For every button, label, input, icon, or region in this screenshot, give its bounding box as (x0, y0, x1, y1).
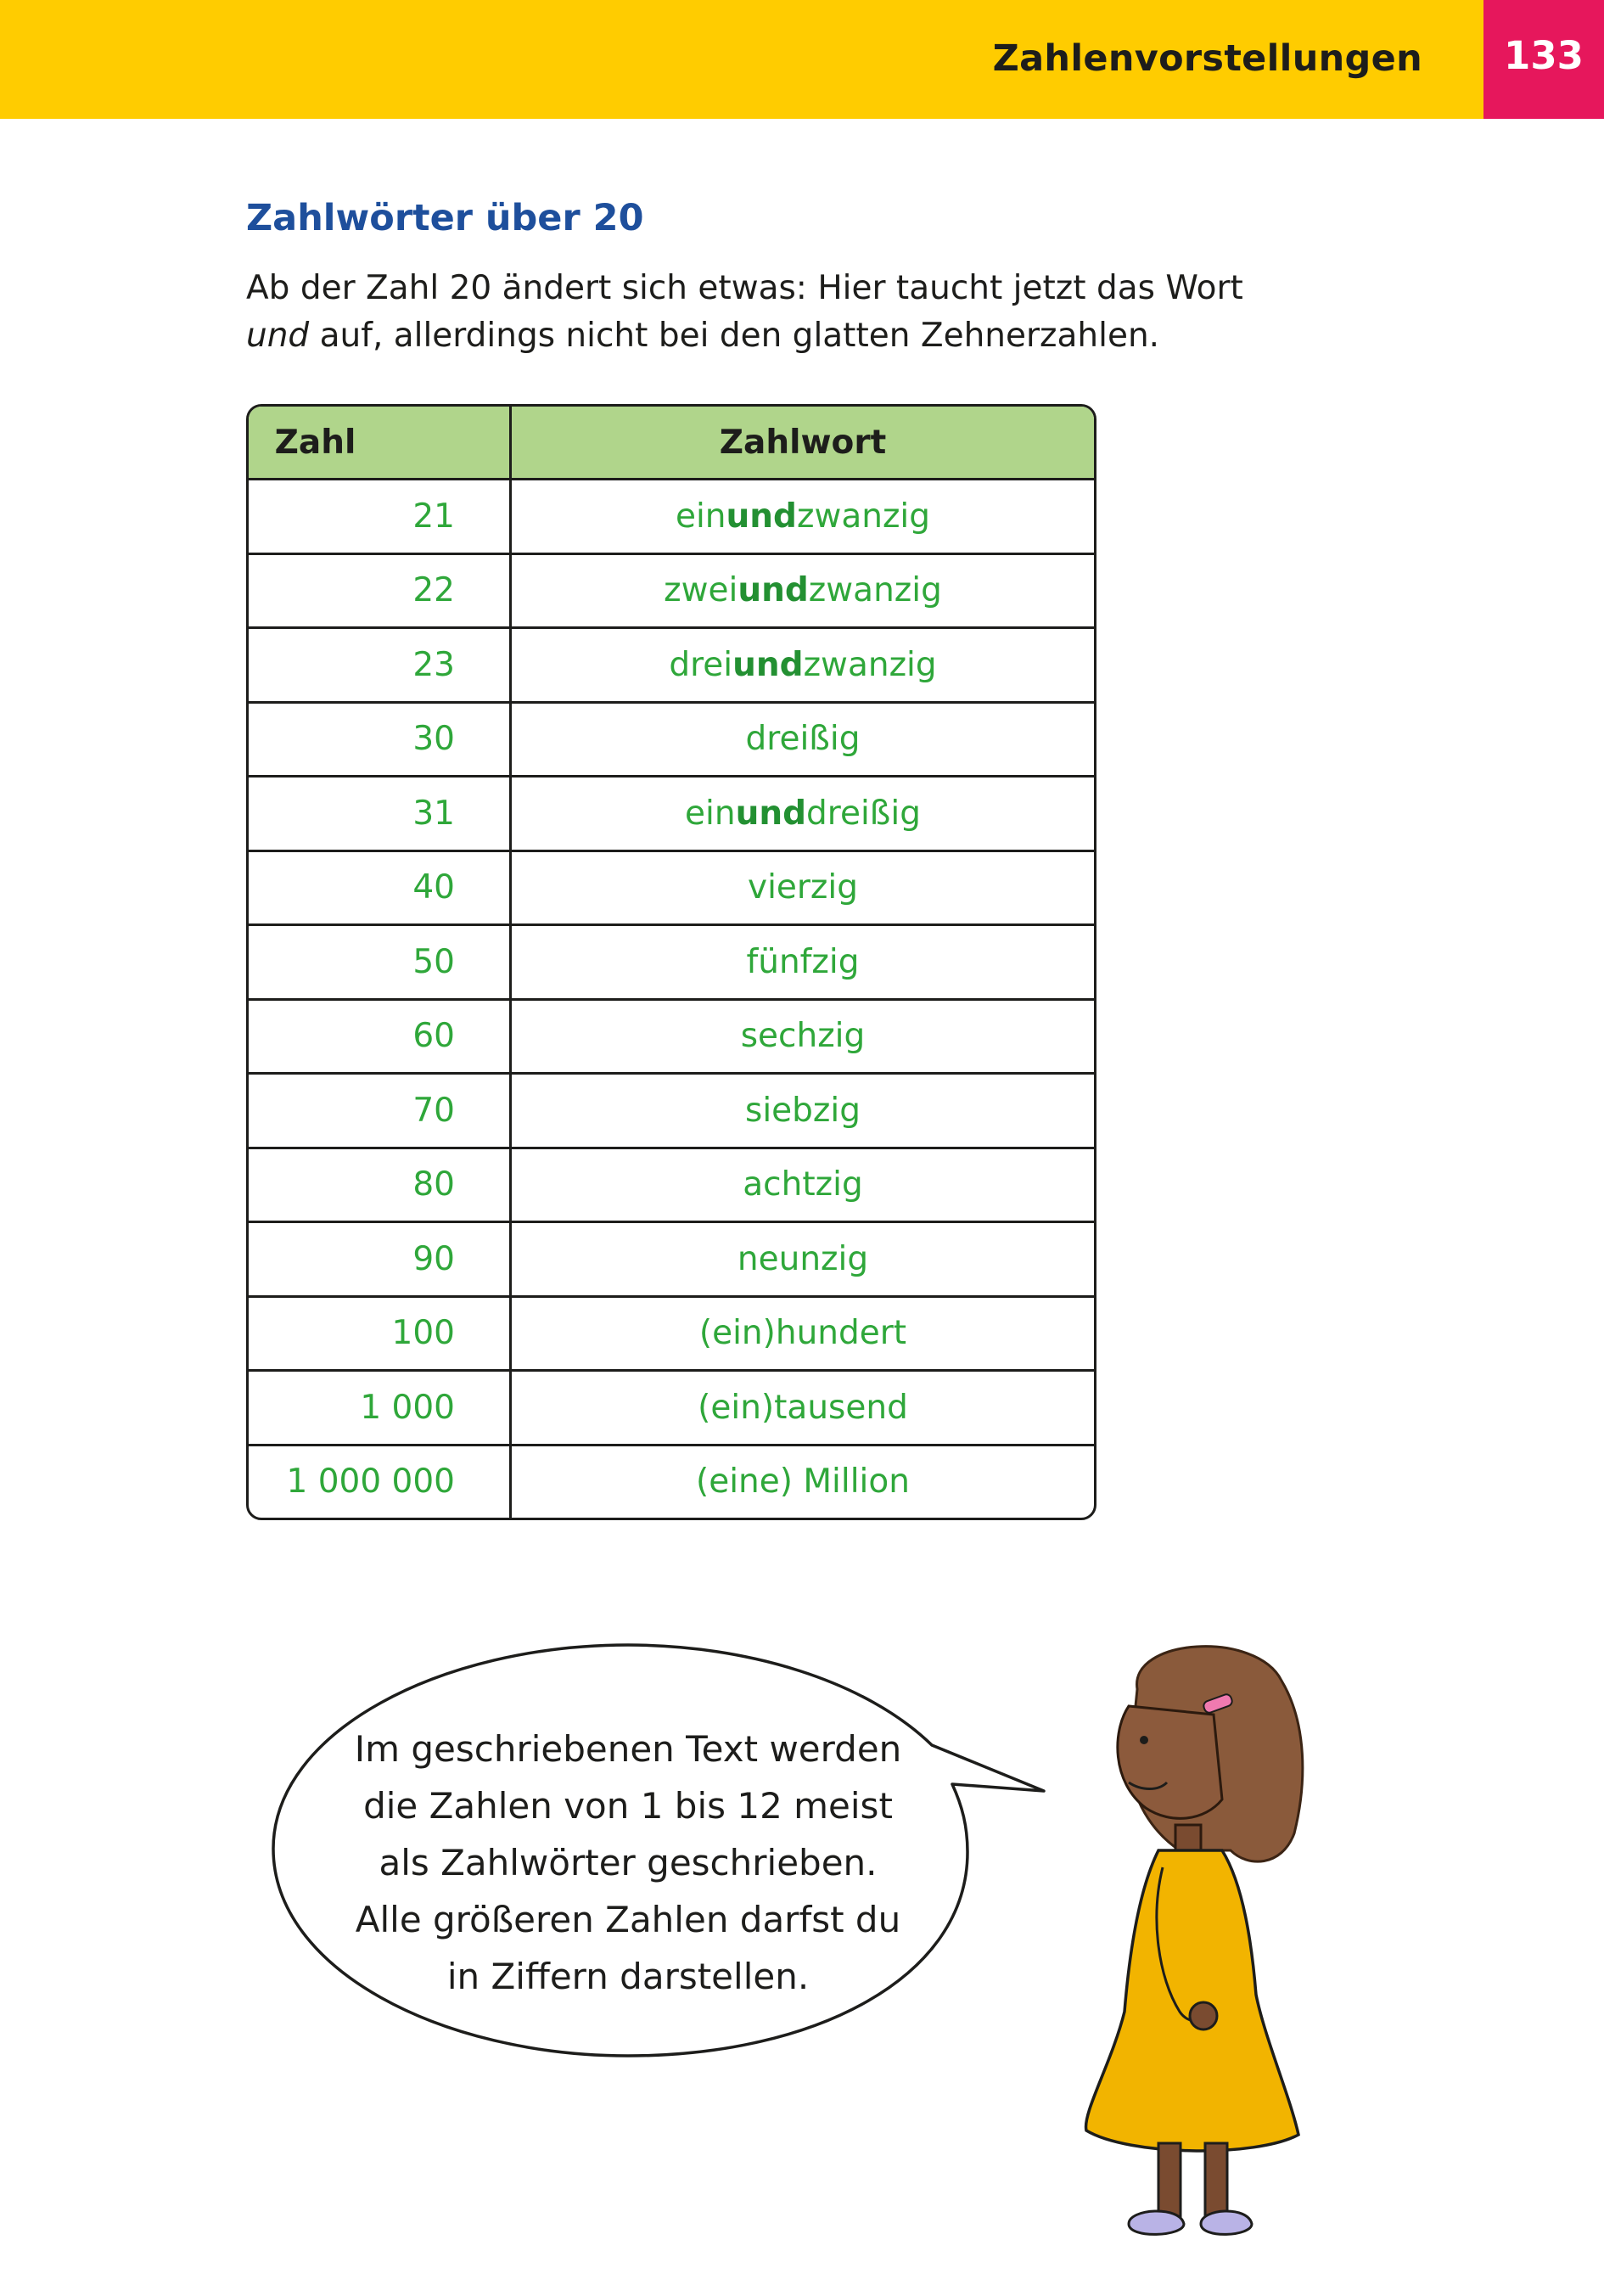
number-word-cell (512, 852, 1094, 924)
word-part: ein (675, 497, 726, 536)
und-highlight: und (735, 794, 807, 833)
table-row (249, 923, 1094, 998)
word-part: zwanzig (808, 571, 942, 610)
word-part: (eine) Million (696, 1462, 910, 1502)
column-header-number: Zahl (249, 407, 512, 478)
intro-paragraph (246, 265, 1349, 360)
word-part: dreißig (745, 720, 861, 759)
bubble-line: Alle größeren Zahlen darfst du (355, 1899, 901, 1940)
table-header-row (249, 407, 1094, 478)
word-part: drei (669, 645, 733, 684)
table-row (249, 1072, 1094, 1147)
number-word-cell (512, 1372, 1094, 1444)
intro-italic-word: und (246, 317, 310, 355)
number-word-cell (512, 555, 1094, 627)
number-cell: 50 (249, 926, 512, 998)
number-cell: 21 (249, 480, 512, 553)
number-cell: 40 (249, 852, 512, 924)
table-row (249, 1369, 1094, 1444)
number-word-cell (512, 629, 1094, 701)
number-word-cell (512, 926, 1094, 998)
number-word-cell (512, 1075, 1094, 1147)
table-row (249, 1444, 1094, 1519)
bubble-line: als Zahlwörter geschrieben. (379, 1842, 878, 1883)
table-row (249, 850, 1094, 924)
und-highlight: und (732, 645, 804, 684)
bubble-line: in Ziffern darstellen. (446, 1956, 810, 1997)
table-row (249, 626, 1094, 701)
word-part: neunzig (737, 1239, 869, 1278)
word-part: (ein)hundert (698, 1314, 907, 1353)
table-row (249, 478, 1094, 553)
number-word-cell (512, 1223, 1094, 1295)
number-word-cell (512, 704, 1094, 776)
word-part: siebzig (745, 1091, 861, 1130)
word-part: (ein)tausend (698, 1388, 908, 1427)
number-cell: 80 (249, 1149, 512, 1221)
number-word-cell (512, 1149, 1094, 1221)
number-cell: 70 (249, 1075, 512, 1147)
section-heading: Zahlwörter über 20 (246, 197, 644, 239)
girl-illustration-icon (1078, 1638, 1332, 2249)
number-word-cell (512, 777, 1094, 850)
word-part: zwei (664, 571, 738, 610)
header-title: Zahlenvorstellungen (992, 37, 1422, 80)
number-cell: 31 (249, 777, 512, 850)
number-cell: 60 (249, 1001, 512, 1073)
intro-text-before: Ab der Zahl 20 ändert sich etwas: Hier taucht jetzt das Wort (246, 269, 1243, 307)
number-cell: 100 (249, 1298, 512, 1370)
bubble-line: Im geschriebenen Text werden (354, 1728, 902, 1770)
table-row (249, 998, 1094, 1073)
column-header-word: Zahlwort (719, 423, 887, 462)
header-bar (0, 0, 1483, 119)
und-highlight: und (726, 497, 797, 536)
bubble-line: die Zahlen von 1 bis 12 meist (363, 1785, 893, 1827)
number-word-cell (512, 1446, 1094, 1519)
und-highlight: und (738, 571, 809, 610)
number-cell: 1 000 (249, 1372, 512, 1444)
number-word-cell (512, 1298, 1094, 1370)
word-part: achtzig (743, 1165, 863, 1204)
table-row (249, 775, 1094, 850)
page-number: 133 (1483, 0, 1604, 119)
word-part: sechzig (740, 1017, 866, 1056)
table-row (249, 1147, 1094, 1221)
speech-bubble-text (280, 1721, 976, 2005)
word-part: zwanzig (803, 645, 937, 684)
table-row (249, 1295, 1094, 1370)
number-word-table (246, 404, 1096, 1520)
number-word-cell (512, 1001, 1094, 1073)
number-cell: 30 (249, 704, 512, 776)
number-cell: 23 (249, 629, 512, 701)
word-part: zwanzig (796, 497, 931, 536)
number-cell: 90 (249, 1223, 512, 1295)
table-row (249, 553, 1094, 627)
word-part: vierzig (747, 868, 858, 907)
word-part: dreißig (806, 794, 921, 833)
number-cell: 22 (249, 555, 512, 627)
number-word-cell (512, 480, 1094, 553)
intro-text-after: auf, allerdings nicht bei den glatten Zehnerzahlen. (309, 317, 1160, 355)
table-row (249, 701, 1094, 776)
word-part: ein (685, 794, 736, 833)
word-part: fünfzig (746, 942, 860, 981)
table-row (249, 1221, 1094, 1295)
number-cell: 1 000 000 (249, 1446, 512, 1519)
